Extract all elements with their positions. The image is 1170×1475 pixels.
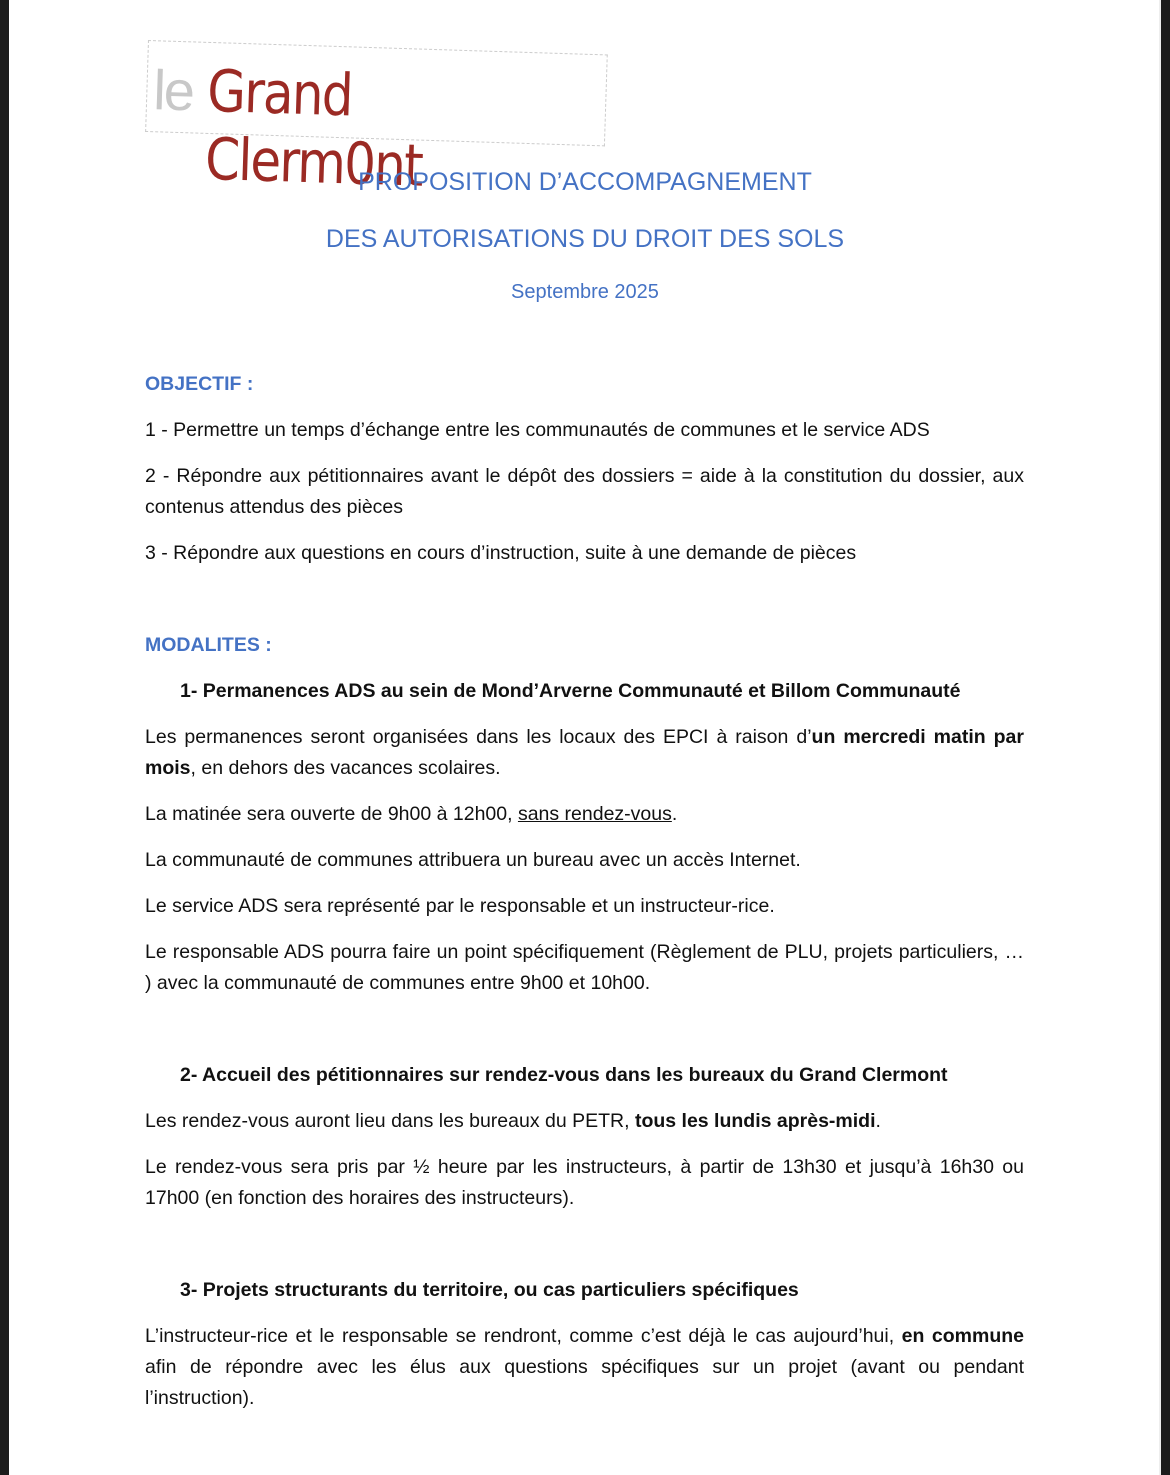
title-line-1: PROPOSITION D’ACCOMPAGNEMENT: [358, 168, 812, 196]
modalites-heading: MODALITES :: [145, 634, 272, 656]
s2-paragraph-1: Les rendez-vous auront lieu dans les bureaux du PETR, tous les lundis après-midi.: [145, 1110, 881, 1132]
s1-paragraph-2: La matinée sera ouverte de 9h00 à 12h00, sans rendez-vous.: [145, 803, 678, 825]
section-1-title: 1- Permanences ADS au sein de Mond’Arverne Communauté et Billom Communauté: [180, 680, 961, 702]
logo-name: Grand Clerm0nt: [204, 56, 424, 200]
s1-paragraph-4: Le service ADS sera représenté par le responsable et un instructeur-rice.: [145, 895, 775, 917]
document-date: Septembre 2025: [511, 281, 659, 303]
title-line-2: DES AUTORISATIONS DU DROIT DES SOLS: [325, 225, 845, 253]
s1-paragraph-1: Les permanences seront organisées dans les locaux des EPCI à raison d’un mercredi matin par mois, en dehors des vacances scolaires.: [145, 726, 1024, 779]
s2-paragraph-2: Le rendez-vous sera pris par ½ heure par les instructeurs, à partir de 13h30 et jusqu’à 16h30 ou 17h00 (en fonction des horaires des instructeurs).: [145, 1156, 1024, 1209]
logo-prefix: le: [152, 58, 195, 123]
section-2-title: 2- Accueil des pétitionnaires sur rendez-vous dans les bureaux du Grand Clermont: [180, 1064, 948, 1086]
objectif-heading: OBJECTIF :: [145, 373, 254, 395]
section-3-title: 3- Projets structurants du territoire, ou cas particuliers spécifiques: [180, 1279, 799, 1301]
s1-paragraph-3: La communauté de communes attribuera un bureau avec un accès Internet.: [145, 849, 801, 871]
objectif-item-1: 1 - Permettre un temps d’échange entre les communautés de communes et le service ADS: [145, 419, 930, 441]
s1-paragraph-5: Le responsable ADS pourra faire un point spécifiquement (Règlement de PLU, projets particuliers, … ) avec la communauté de communes entre 9h00 et 10h00.: [145, 941, 1024, 994]
objectif-item-3: 3 - Répondre aux questions en cours d’instruction, suite à une demande de pièces: [145, 542, 857, 564]
s3-paragraph-1: L’instructeur-rice et le responsable se rendront, comme c’est déjà le cas aujourd’hui, en commune afin de répondre avec les élus aux questions spécifiques sur un projet (avant ou pendant l’instruction).: [145, 1325, 1025, 1409]
objectif-item-2: 2 - Répondre aux pétitionnaires avant le dépôt des dossiers = aide à la constitution du dossier, aux contenus attendus des pièces: [145, 465, 1024, 518]
